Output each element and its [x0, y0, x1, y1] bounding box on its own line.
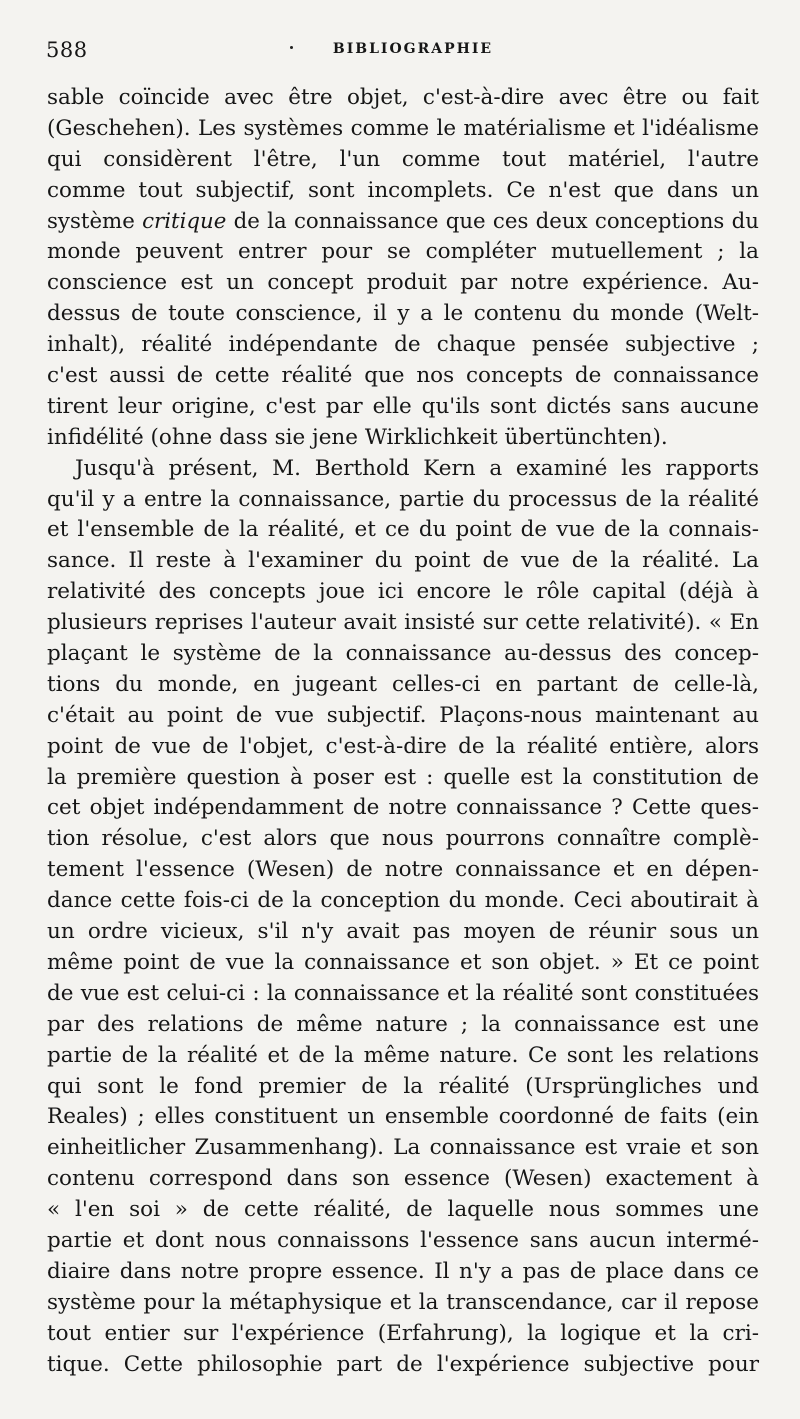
running-title: BIBLIOGRAPHIE [332, 41, 494, 57]
text-line: et l'ensemble de la réalité, et ce du point de vue de la connais- [47, 517, 759, 543]
text-line: partie de la réalité et de la même nature. Ce sont les relations [47, 1042, 759, 1068]
italic-word: critique [142, 208, 227, 234]
text-line: de vue est celui-ci : la connaissance et la réalité sont constituées [47, 980, 759, 1006]
text-line: relativité des concepts joue ici encore le rôle capital (déjà à [47, 579, 759, 605]
text-line: c'était au point de vue subjectif. Plaçons-nous maintenant au [47, 702, 759, 728]
text-line: système pour la métaphysique et la transcendance, car il repose [47, 1289, 759, 1315]
page-number: 588 [46, 38, 88, 62]
text-line: plaçant le système de la connaissance au-dessus des concep- [47, 641, 759, 667]
text-run: de la connaissance que ces deux conceptions du [226, 208, 759, 234]
text-line: tout entier sur l'expérience (Erfahrung), la logique et la cri- [47, 1320, 759, 1346]
text-line: sance. Il reste à l'examiner du point de vue de la réalité. La [47, 548, 759, 574]
body-text [47, 83, 759, 1380]
text-line: tement l'essence (Wesen) de notre connaissance et en dépen- [47, 857, 759, 883]
text-line: tions du monde, en jugeant celles-ci en partant de celle-là, [47, 671, 759, 697]
text-line: c'est aussi de cette réalité que nos concepts de connaissance [47, 363, 759, 389]
text-line: comme tout subjectif, sont incomplets. Ce n'est que dans un [47, 177, 759, 203]
text-line: tique. Cette philosophie part de l'expérience subjective pour [47, 1351, 759, 1377]
text-line: qu'il y a entre la connaissance, partie du processus de la réalité [47, 486, 759, 512]
text-line: diaire dans notre propre essence. Il n'y a pas de place dans ce [47, 1258, 759, 1284]
text-line: plusieurs reprises l'auteur avait insisté sur cette relativité). « En [47, 610, 759, 636]
running-head [46, 38, 758, 68]
text-line: la première question à poser est : quelle est la constitution de [47, 764, 759, 790]
text-line: dessus de toute conscience, il y a le contenu du monde (Welt- [47, 301, 759, 327]
text-line: tirent leur origine, c'est par elle qu'ils sont dictés sans aucune [47, 393, 759, 419]
text-run: système [47, 208, 143, 234]
text-line [47, 207, 759, 238]
text-line: un ordre vicieux, s'il n'y avait pas moyen de réunir sous un [47, 919, 759, 945]
text-line: infidélité (ohne dass sie jene Wirklichkeit übertünchten). [47, 424, 668, 450]
text-line: qui considèrent l'être, l'un comme tout matériel, l'autre [47, 146, 759, 172]
text-line: (Geschehen). Les systèmes comme le matérialisme et l'idéalisme [47, 115, 759, 141]
text-line: qui sont le fond premier de la réalité (Ursprüngliches und [47, 1073, 759, 1099]
text-line: « l'en soi » de cette réalité, de laquelle nous sommes une [47, 1197, 759, 1223]
text-line: point de vue de l'objet, c'est-à-dire de la réalité entière, alors [47, 733, 759, 759]
text-line: monde peuvent entrer pour se compléter mutuellement ; la [47, 239, 759, 265]
paragraph-start-line: Jusqu'à présent, M. Berthold Kern a examiné les rapports [75, 455, 759, 481]
text-line: cet objet indépendamment de notre connaissance ? Cette ques- [47, 795, 759, 821]
text-line: tion résolue, c'est alors que nous pourrons connaître complè- [47, 826, 759, 852]
text-line: contenu correspond dans son essence (Wesen) exactement à [47, 1166, 759, 1192]
text-line: partie et dont nous connaissons l'essence sans aucun intermé- [47, 1227, 759, 1253]
text-line: conscience est un concept produit par notre expérience. Au- [47, 270, 759, 296]
text-line: inhalt), réalité indépendante de chaque pensée subjective ; [47, 332, 759, 358]
text-line: einheitlicher Zusammenhang). La connaissance est vraie et son [47, 1135, 759, 1161]
text-line: même point de vue la connaissance et son objet. » Et ce point [47, 949, 759, 975]
text-line: Reales) ; elles constituent un ensemble coordonné de faits (ein [47, 1104, 759, 1130]
text-line: par des relations de même nature ; la connaissance est une [47, 1011, 759, 1037]
text-line: sable coïncide avec être objet, c'est-à-dire avec être ou fait [47, 85, 759, 110]
text-line: dance cette fois-ci de la conception du monde. Ceci aboutirait à [47, 888, 759, 914]
